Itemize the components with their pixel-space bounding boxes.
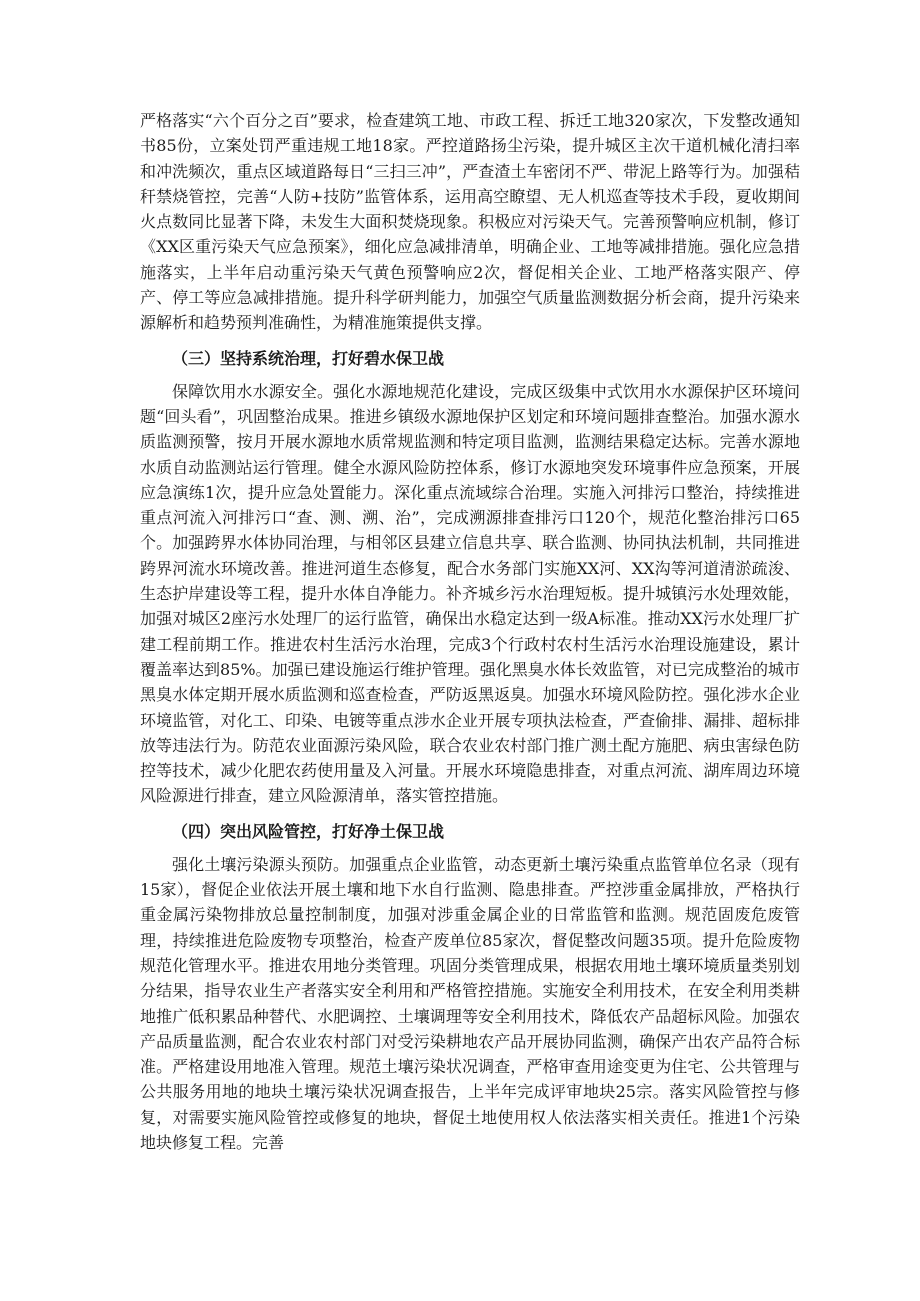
paragraph-water: 保障饮用水水源安全。强化水源地规范化建设，完成区级集中式饮用水水源保护区环境问题“回头看”，巩固整治成果。推进乡镇级水源地保护区划定和环境问题排查整治。加强水源水质监测预警，按月开展水源地水质常规监测和特定项目监测，监测结果稳定达标。完善水源地水质自动监测站运行管理。健全水源风险防控体系，修订水源地突发环境事件应急预案，开展应急演练1次，提升应急处置能力。深化重点流域综合治理。实施入河排污口整治，持续推进重点河流入河排污口“查、测、溯、治”，完成溯源排查排污口120个，规范化整治排污口65个。加强跨界水体协同治理，与相邻区县建立信息共享、联合监测、协同执法机制，共同推进跨界河流水环境改善。推进河道生态修复，配合水务部门实施XX河、XX沟等河道清淤疏浚、生态护岸建设等工程，提升水体自净能力。补齐城乡污水治理短板。提升城镇污水处理效能，加强对城区2座污水处理厂的运行监管，确保出水稳定达到一级A标准。推动XX污水处理厂扩建工程前期工作。推进农村生活污水治理，完成3个行政村农村生活污水治理设施建设，累计覆盖率达到85%。加强已建设施运行维护管理。强化黑臭水体长效监管，对已完成整治的城市黑臭水体定期开展水质监测和巡查检查，严防返黑返臭。加强水环境风险防控。强化涉水企业环境监管，对化工、印染、电镀等重点涉水企业开展专项执法检查，严查偷排、漏排、超标排放等违法行为。防范农业面源污染风险，联合农业农村部门推广测土配方施肥、病虫害绿色防控等技术，减少化肥农药使用量及入河量。开展水环境隐患排查，对重点河流、湖库周边环境风险源进行排查，建立风险源清单，落实管控措施。 <box>140 381 800 806</box>
section-heading-water: （三）坚持系统治理，打好碧水保卫战 <box>172 348 445 368</box>
paragraph-air-continued: 严格落实“六个百分之百”要求，检查建筑工地、市政工程、拆迁工地320家次，下发整改通知书85份，立案处罚严重违规工地18家。严控道路扬尘污染，提升城区主次干道机械化清扫率和冲洗频次，重点区域道路每日“三扫三冲”，严查渣土车密闭不严、带泥上路等行为。加强秸秆禁烧管控，完善“人防+技防”监管体系，运用高空瞭望、无人机巡查等技术手段，夏收期间火点数同比显著下降，未发生大面积焚烧现象。积极应对污染天气。完善预警响应机制，修订《XX区重污染天气应急预案》，细化应急减排清单，明确企业、工地等减排措施。强化应急措施落实，上半年启动重污染天气黄色预警响应2次，督促相关企业、工地严格落实限产、停产、停工等应急减排措施。提升科学研判能力，加强空气质量监测数据分析会商，提升污染来源解析和趋势预判准确性，为精准施策提供支撑。 <box>140 111 800 333</box>
section-heading-soil: （四）突出风险管控，打好净土保卫战 <box>172 821 445 841</box>
paragraph-soil: 强化土壤污染源头预防。加强重点企业监管，动态更新土壤污染重点监管单位名录（现有15家），督促企业依法开展土壤和地下水自行监测、隐患排查。严控涉重金属排放，严格执行重金属污染物排放总量控制制度，加强对涉重金属企业的日常监管和监测。规范固废危废管理，持续推进危险废物专项整治，检查产废单位85家次，督促整改问题35项。提升危险废物规范化管理水平。推进农用地分类管理。巩固分类管理成果，根据农用地土壤环境质量类别划分结果，指导农业生产者落实安全利用和严格管控措施。实施安全利用技术，在安全利用类耕地推广低积累品种替代、水肥调控、土壤调理等安全利用技术，降低农产品超标风险。加强农产品质量监测，配合农业农村部门对受污染耕地农产品开展协同监测，确保产出农产品符合标准。严格建设用地准入管理。规范土壤污染状况调查，严格审查用途变更为住宅、公共管理与公共服务用地的地块土壤污染状况调查报告，上半年完成评审地块25宗。落实风险管控与修复，对需要实施风险管控或修复的地块，督促土地使用权人依法落实相关责任。推进1个污染地块修复工程。完善 <box>140 854 800 1152</box>
